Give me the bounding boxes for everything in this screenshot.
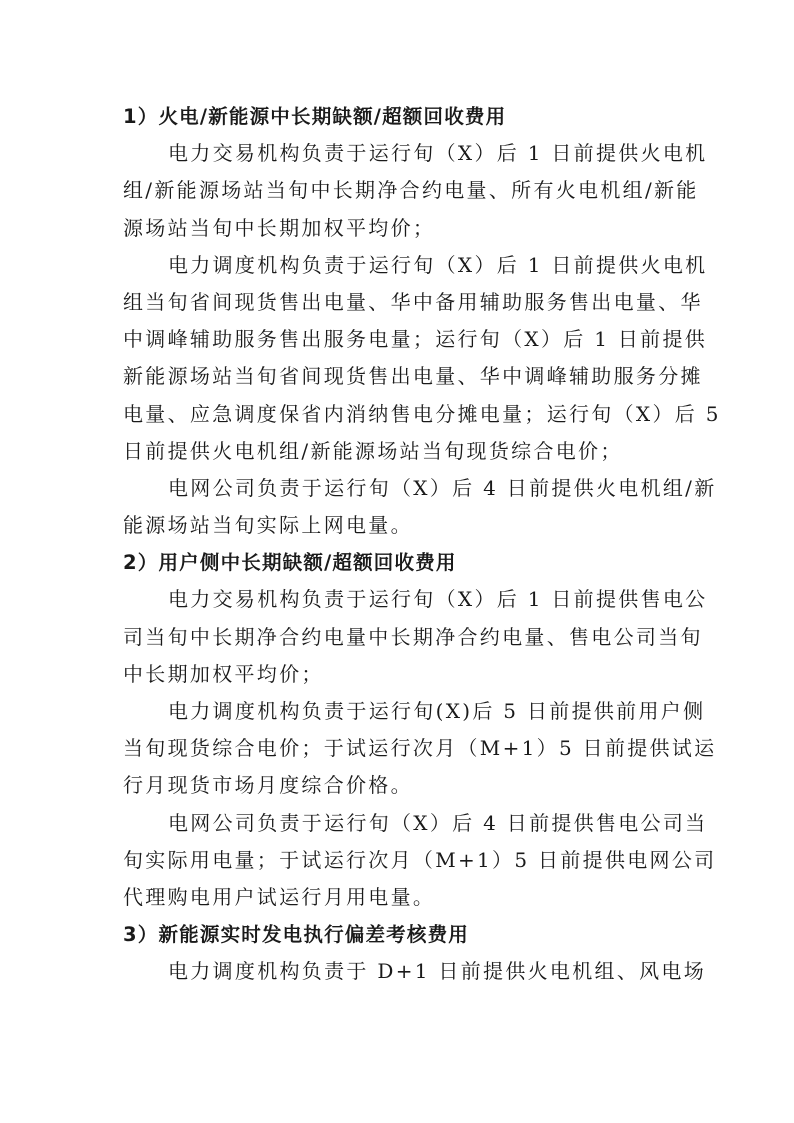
text-line: 电量、应急调度保省内消纳售电分摊电量；运行旬（X）后 5	[123, 401, 721, 426]
text-line: 旬实际用电量；于试运行次月（M+1）5 日前提供电网公司	[123, 847, 717, 872]
paragraph	[123, 693, 717, 805]
section-heading: 3）新能源实时发电执行偏差考核费用	[123, 923, 469, 947]
text-line: 中调峰辅助服务售出服务电量；运行旬（X）后 1 日前提供	[123, 327, 708, 352]
text-line: 司当旬中长期净合约电量中长期净合约电量、售电公司当旬	[123, 624, 703, 649]
paragraph	[123, 953, 707, 990]
document-page	[123, 98, 721, 991]
text-line: 源场站当旬中长期加权平均价；	[123, 215, 436, 240]
text-line: 日前提供火电机组/新能源场站当旬现货综合电价；	[123, 438, 623, 463]
text-line: 组当旬省间现货售出电量、华中备用辅助服务售出电量、华	[123, 289, 703, 314]
paragraph	[123, 470, 717, 544]
text-line: 行月现货市场月度综合价格。	[123, 773, 413, 798]
text-line: 组/新能源场站当旬中长期净合约电量、所有火电机组/新能	[123, 178, 699, 203]
section-heading: 1）火电/新能源中长期缺额/超额回收费用	[123, 105, 507, 128]
paragraph	[123, 247, 721, 470]
paragraph	[123, 135, 708, 247]
text-line: 中长期加权平均价；	[123, 661, 324, 686]
text-line: 电力调度机构负责于运行旬(X)后 5 日前提供前用户侧	[168, 699, 706, 723]
section-heading: 2）用户侧中长期缺额/超额回收费用	[123, 551, 457, 575]
text-line: 能源场站当旬实际上网电量。	[123, 513, 413, 538]
paragraph	[123, 581, 708, 693]
paragraph	[123, 805, 717, 917]
text-line: 电力交易机构负责于运行旬（X）后 1 日前提供火电机	[168, 141, 708, 166]
text-line: 电网公司负责于运行旬（X）后 4 日前提供火电机组/新	[168, 475, 717, 500]
text-line: 新能源场站当旬省间现货售出电量、华中调峰辅助服务分摊	[123, 364, 703, 389]
text-line: 电力交易机构负责于运行旬（X）后 1 日前提供售电公	[168, 587, 708, 612]
text-line: 电力调度机构负责于运行旬（X）后 1 日前提供火电机	[168, 252, 708, 277]
text-line: 电网公司负责于运行旬（X）后 4 日前提供售电公司当	[168, 810, 708, 835]
text-line: 代理购电用户试运行月用电量。	[123, 884, 436, 909]
text-line: 当旬现货综合电价；于试运行次月（M+1）5 日前提供试运	[123, 736, 717, 761]
text-line: 电力调度机构负责于 D+1 日前提供火电机组、风电场	[168, 959, 707, 984]
